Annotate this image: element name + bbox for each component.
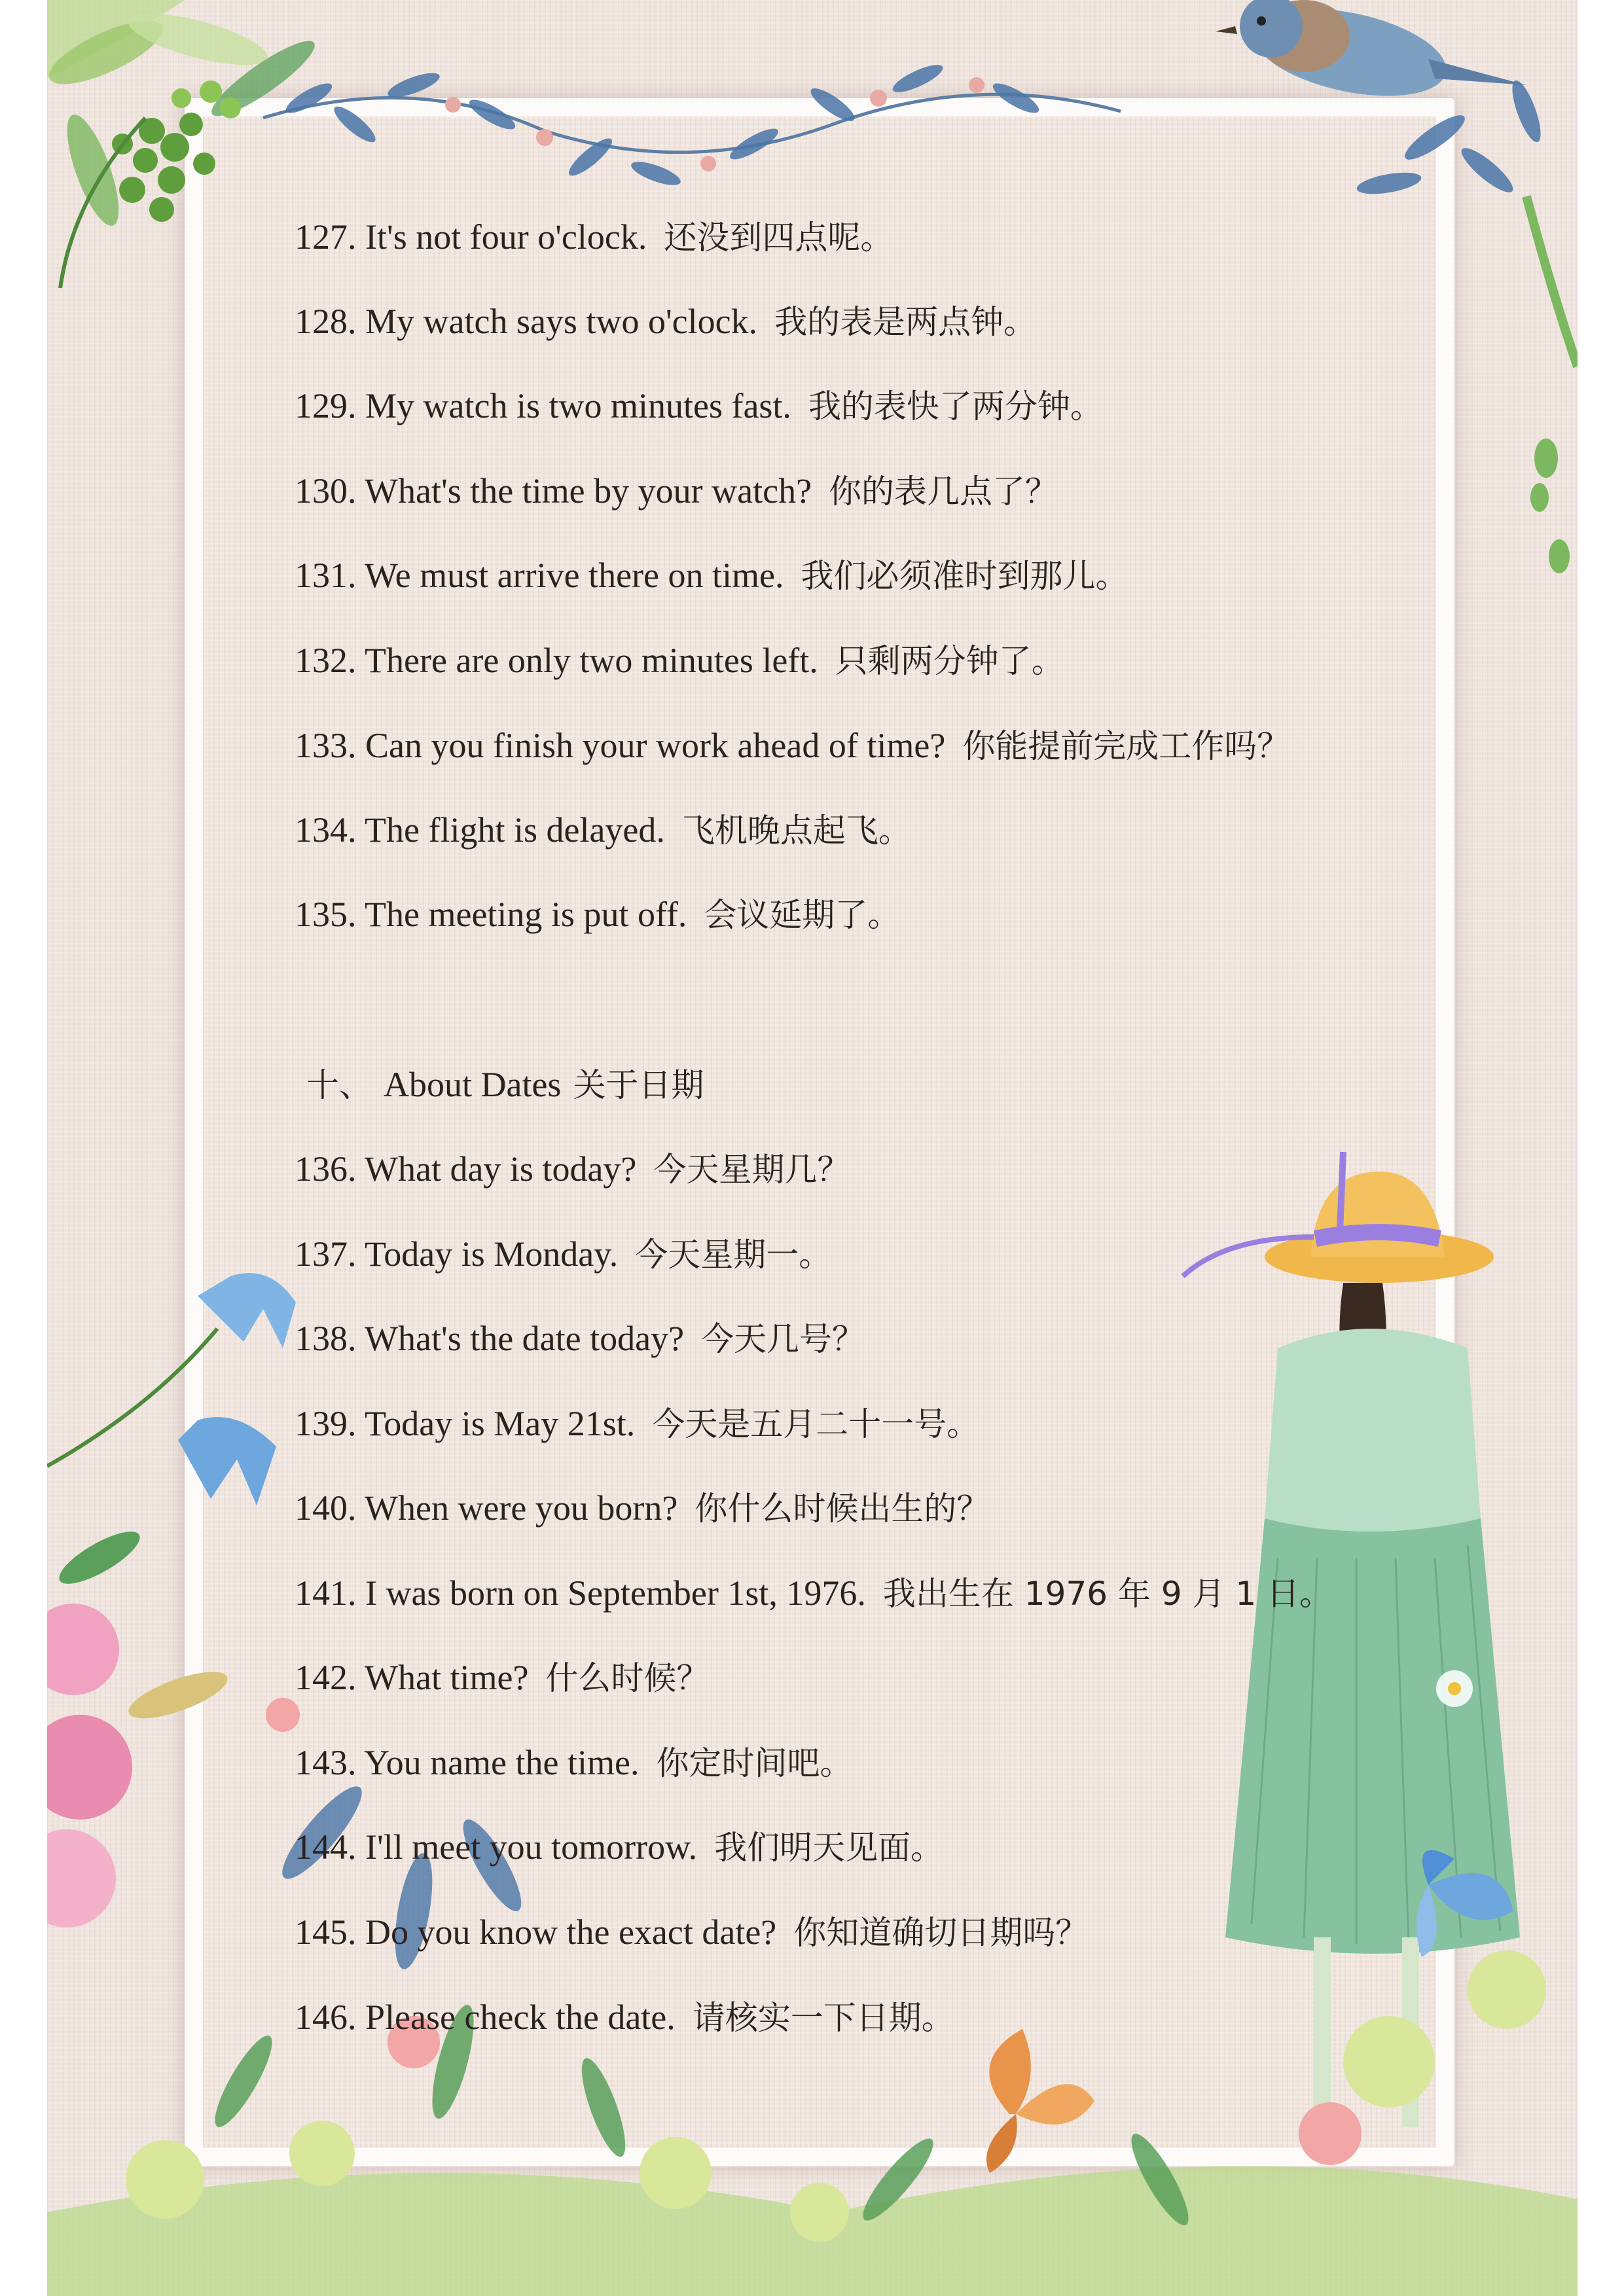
phrase-english: 139. Today is May 21st. xyxy=(295,1404,636,1443)
phrase-english: 131. We must arrive there on time. xyxy=(295,556,784,595)
phrase-chinese: 你什么时候出生的？ xyxy=(695,1490,990,1528)
pink-flowers-illustration xyxy=(47,1604,232,1928)
phrase-chinese: 只剩两分钟了。 xyxy=(835,642,1064,680)
phrase-chinese: 请核实一下日期。 xyxy=(692,1999,954,2037)
phrase-item xyxy=(295,809,911,852)
phrase-item xyxy=(295,725,1290,767)
phrase-english: 135. The meeting is put off. xyxy=(295,895,687,934)
phrase-chinese: 今天几号？ xyxy=(701,1320,865,1358)
phrase-english: 145. Do you know the exact date? xyxy=(295,1912,777,1952)
phrase-chinese: 今天是五月二十一号。 xyxy=(652,1405,980,1443)
phrase-item xyxy=(295,1318,865,1360)
phrase-item xyxy=(295,1911,1088,1954)
phrase-english: 140. When were you born? xyxy=(295,1488,678,1528)
phrase-item xyxy=(295,1233,831,1276)
phrase-english: 144. I'll meet you tomorrow. xyxy=(295,1827,698,1867)
phrase-item xyxy=(295,639,1064,682)
phrase-chinese: 你定时间吧。 xyxy=(656,1744,853,1782)
phrase-english: 129. My watch is two minutes fast. xyxy=(295,386,791,425)
phrase-chinese: 我出生在 1976 年 9 月 1 日。 xyxy=(882,1575,1333,1613)
phrase-chinese: 还没到四点呢。 xyxy=(664,219,893,257)
phrase-english: 138. What's the date today? xyxy=(295,1319,685,1358)
phrase-chinese: 你的表几点了？ xyxy=(829,473,1058,511)
blue-bird-illustration xyxy=(1216,0,1578,573)
phrase-item xyxy=(295,470,1058,512)
phrase-chinese: 会议延期了。 xyxy=(704,896,901,934)
green-berry-leaves-illustration xyxy=(47,0,322,288)
phrase-chinese: 飞机晚点起飞。 xyxy=(681,812,911,850)
poster xyxy=(47,0,1578,2296)
phrase-english: 128. My watch says two o'clock. xyxy=(295,302,758,341)
phrase-item xyxy=(295,1742,852,1784)
phrase-chinese: 什么时候？ xyxy=(545,1659,710,1697)
phrase-english: 141. I was born on September 1st, 1976. xyxy=(295,1573,866,1613)
floral-garland-illustration xyxy=(263,60,1121,190)
phrase-chinese: 我们明天见面。 xyxy=(714,1829,944,1867)
phrase-item xyxy=(295,1572,1332,1615)
phrase-item xyxy=(295,300,1036,343)
phrase-chinese: 我们必须准时到那儿。 xyxy=(801,557,1128,595)
phrase-item xyxy=(295,1826,943,1869)
phrase-item xyxy=(295,385,1103,427)
section-title: About Dates xyxy=(384,1065,562,1104)
section-title-chinese: 关于日期 xyxy=(573,1066,704,1104)
phrase-item xyxy=(295,1657,709,1699)
phrase-chinese: 你知道确切日期吗？ xyxy=(793,1914,1089,1952)
phrase-item xyxy=(295,216,893,259)
section-number: 十、 xyxy=(306,1066,372,1104)
phrase-english: 132. There are only two minutes left. xyxy=(295,641,818,680)
phrase-english: 137. Today is Monday. xyxy=(295,1234,619,1274)
phrase-english: 133. Can you finish your work ahead of time? xyxy=(295,726,946,765)
section-heading xyxy=(295,1064,704,1106)
phrase-english: 146. Please check the date. xyxy=(295,1998,676,2037)
phrase-chinese: 我的表快了两分钟。 xyxy=(808,387,1103,425)
blue-bellflower-illustration xyxy=(47,1273,296,1593)
phrase-item xyxy=(295,1487,989,1530)
phrase-english: 143. You name the time. xyxy=(295,1743,640,1782)
phrase-item xyxy=(295,1996,954,2039)
phrase-english: 130. What's the time by your watch? xyxy=(295,471,812,511)
phrase-item xyxy=(295,554,1128,597)
phrase-item xyxy=(295,893,900,936)
phrase-english: 134. The flight is delayed. xyxy=(295,810,665,850)
orange-butterfly-illustration xyxy=(986,2029,1094,2173)
phrase-chinese: 我的表是两点钟。 xyxy=(774,303,1037,341)
phrase-chinese: 你能提前完成工作吗？ xyxy=(962,727,1290,765)
phrase-chinese: 今天星期几？ xyxy=(653,1151,850,1189)
phrase-english: 142. What time? xyxy=(295,1658,529,1697)
phrase-item xyxy=(295,1148,850,1191)
phrase-english: 136. What day is today? xyxy=(295,1149,637,1189)
phrase-chinese: 今天星期一。 xyxy=(635,1236,832,1274)
phrase-english: 127. It's not four o'clock. xyxy=(295,217,647,257)
phrase-item xyxy=(295,1403,979,1445)
